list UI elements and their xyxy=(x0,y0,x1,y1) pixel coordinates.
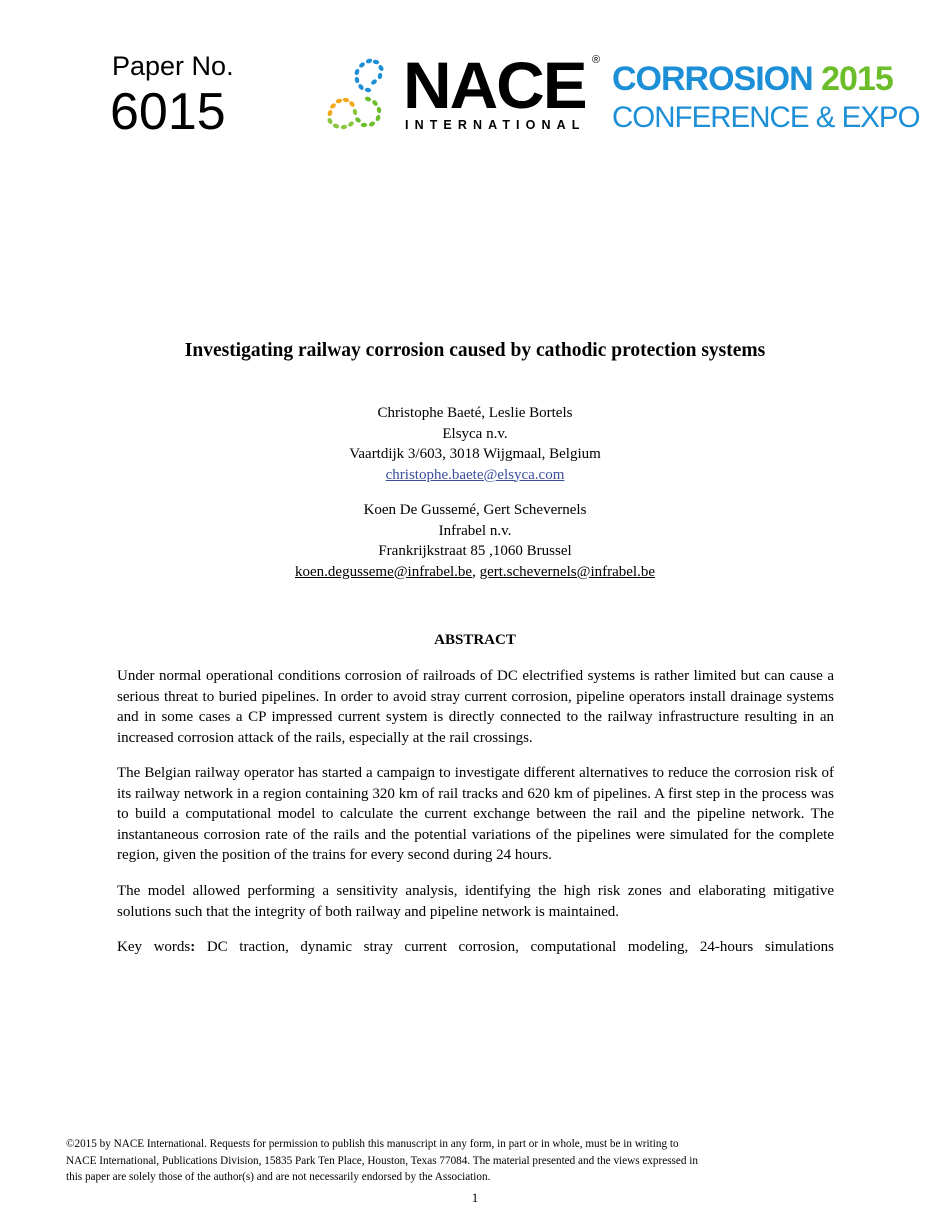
author-address: Vaartdijk 3/603, 3018 Wijgmaal, Belgium xyxy=(349,446,601,462)
author-names: Christophe Baeté, Leslie Bortels xyxy=(377,405,573,421)
conference-year: 2015 xyxy=(821,60,893,98)
author-email-link[interactable]: christophe.baete@elsyca.com xyxy=(385,466,565,483)
page-number: 1 xyxy=(471,1190,479,1205)
email-separator: , xyxy=(472,563,480,580)
conference-subtitle: CONFERENCE & EXPO xyxy=(612,101,920,134)
author-email-link[interactable]: gert.schevernels@infrabel.be xyxy=(479,563,655,580)
conference-word: CORROSION xyxy=(612,60,813,98)
author-organization: Elsyca n.v. xyxy=(442,425,508,442)
paper-title: Investigating railway corrosion caused by cathodic protection systems xyxy=(184,340,766,361)
footer-line: NACE International, Publications Division, 15835 Park Ten Place, Houston, Texas 77084. The material presented and the views expressed in xyxy=(66,1154,698,1167)
abstract-paragraph: The model allowed performing a sensitivity analysis, identifying the high risk zones and elaborating mitigative solutions such that the integrity of both railway and pipeline network is maintained. xyxy=(117,883,834,920)
nace-logo-icon xyxy=(322,55,404,133)
conference-title xyxy=(612,60,893,98)
paper-label: Paper No. xyxy=(112,51,234,81)
author-block-1 xyxy=(0,403,950,485)
footer-line: ©2015 by NACE International. Requests for permission to publish this manuscript in any form, in part or in whole, must be in writing to xyxy=(66,1138,679,1150)
author-names: Koen De Gussemé, Gert Schevernels xyxy=(363,502,587,518)
abstract-heading: ABSTRACT xyxy=(434,632,516,648)
author-organization: Infrabel n.v. xyxy=(438,522,512,539)
paper-number: 6015 xyxy=(110,83,226,141)
author-email-link[interactable]: koen.degusseme@infrabel.be xyxy=(295,563,473,580)
keywords-text: DC traction, dynamic stray current corrosion, computational modeling, 24-hours simulations xyxy=(195,939,834,955)
author-block-2 xyxy=(0,500,950,582)
keywords-colon: : xyxy=(190,939,196,955)
keywords-label: Key words: xyxy=(117,939,196,955)
keywords-line xyxy=(117,937,834,958)
abstract-paragraph: The Belgian railway operator has started a campaign to investigate different alternatives to reduce the corrosion risk of its railway network in a region containing 320 km of rail tracks and 620 km of pipelines. A first step in the process was to build a computational model to calculate the current exchange between the rail and the pipeline network. The instantaneous corrosion rate of the rails and the potential variations of the pipelines were simulated for the complete region, given the position of the trains for every second during 24 hours. xyxy=(117,765,834,864)
abstract-paragraph: Under normal operational conditions corrosion of railroads of DC electrified systems is rather limited but can cause a serious threat to buried pipelines. In order to avoid stray current corrosion, pipeline operators install drainage systems and in some cases a CP impressed current system is directly connected to the railway infrastructure resulting in an increased corrosion attack of the rails, especially at the rail crossings. xyxy=(117,668,834,746)
nace-wordmark: NACE xyxy=(403,48,586,122)
copyright-footer xyxy=(66,1136,826,1186)
author-address: Frankrijkstraat 85 ,1060 Brussel xyxy=(378,543,572,559)
footer-line: this paper are solely those of the author(s) and are not necessarily endorsed by the Association. xyxy=(66,1171,491,1183)
nace-international-label: INTERNATIONAL xyxy=(405,118,586,132)
registered-mark: ® xyxy=(592,54,601,66)
paper-number-block xyxy=(112,50,234,142)
